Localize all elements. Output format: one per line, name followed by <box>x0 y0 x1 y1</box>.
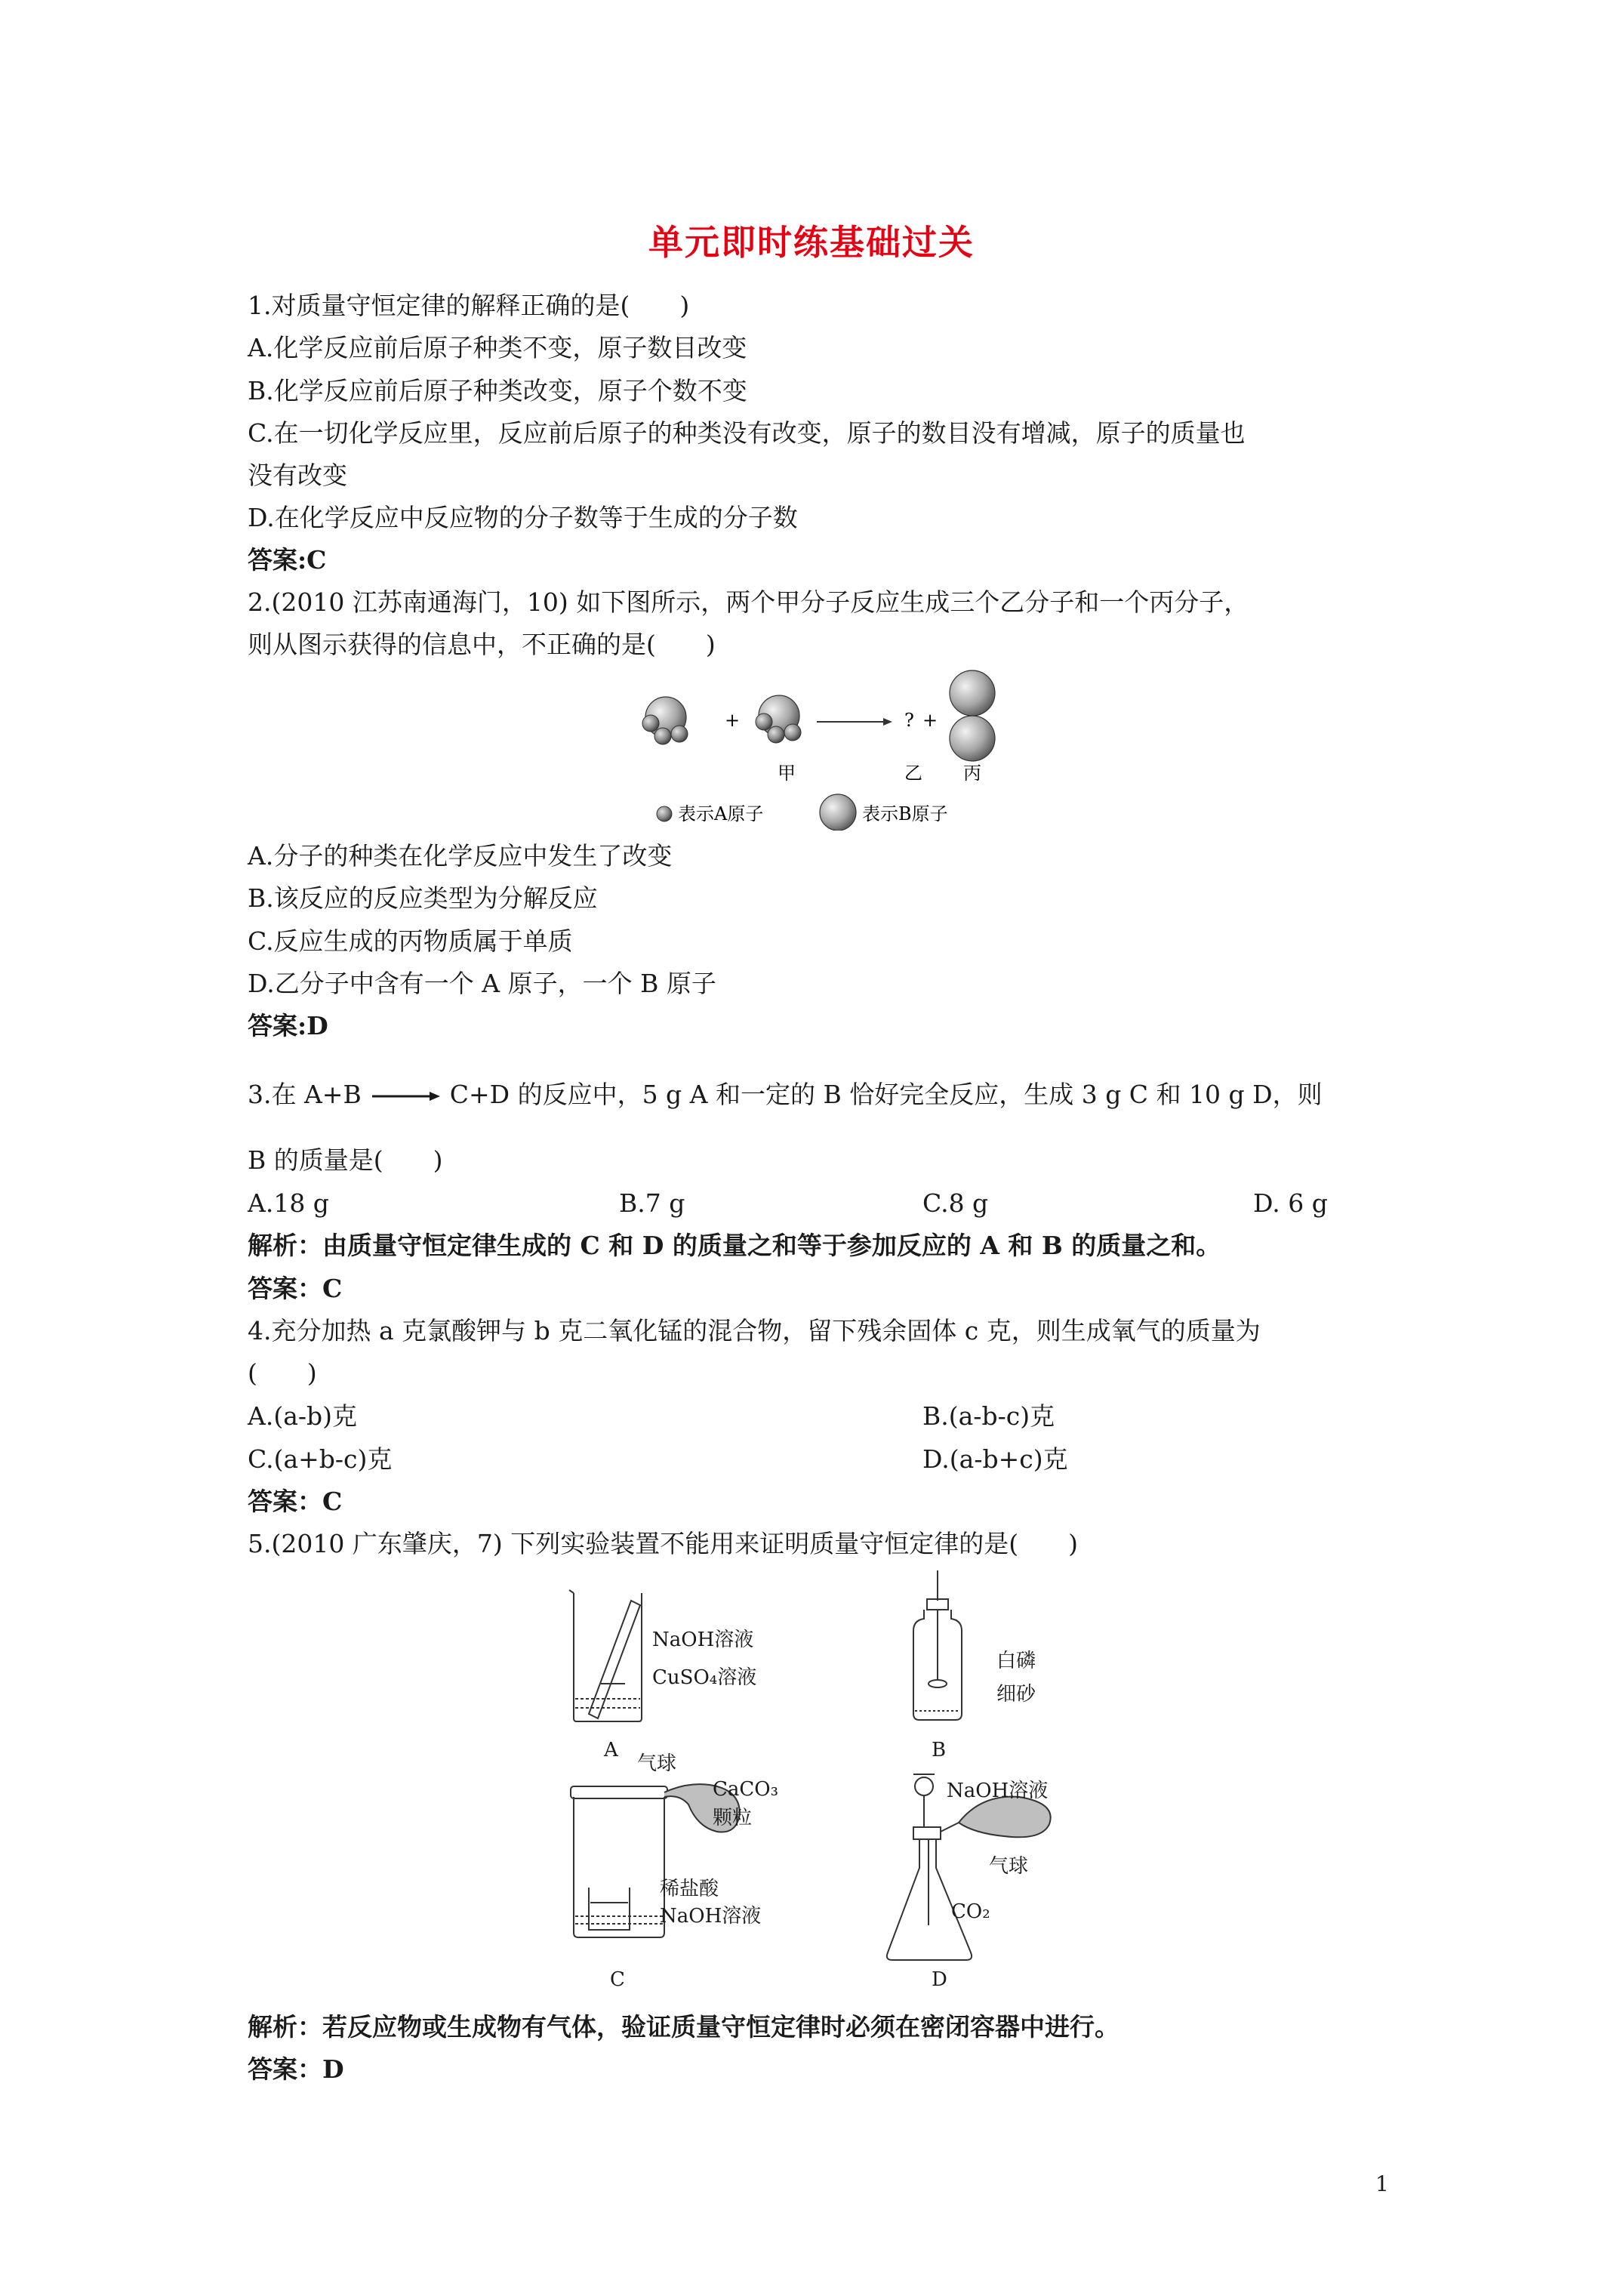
c-label-naoh: NaOH溶液 <box>660 1905 762 1928</box>
q3-stem-line2: B 的质量是( ) <box>248 1145 443 1175</box>
legend-a-atom-icon <box>657 806 672 821</box>
q1-stem: 1.对质量守恒定律的解释正确的是( ) <box>248 291 690 320</box>
q4-option-d: D.(a-b+c)克 <box>922 1444 1068 1474</box>
c-label-caco3: CaCO₃ <box>713 1778 779 1801</box>
apparatus-b <box>913 1570 962 1720</box>
c-caption: C <box>610 1968 625 1991</box>
q3-option-b: B.7 g <box>619 1188 685 1218</box>
reaction-arrow <box>817 718 892 726</box>
c-label-acid: 稀盐酸 <box>660 1878 719 1900</box>
q2-option-b: B.该反应的反应类型为分解反应 <box>248 883 598 913</box>
q2-molecule-diagram <box>619 664 1042 831</box>
page-number: 1 <box>1375 2171 1389 2196</box>
q4-option-c: C.(a+b-c)克 <box>248 1444 393 1474</box>
b-caption: B <box>932 1739 947 1761</box>
c-label-balloon: 气球 <box>637 1752 677 1775</box>
q1-option-c-line1: C.在一切化学反应里，反应前后原子的种类没有改变，原子的数目没有增减，原子的质量也 <box>248 418 1246 448</box>
legend-a-label: 表示A原子 <box>678 803 764 824</box>
q5-answer: 答案：D <box>248 2054 344 2084</box>
q4-answer: 答案：C <box>248 1487 343 1516</box>
q3-option-d: D. 6 g <box>1253 1188 1328 1218</box>
label-bing: 丙 <box>963 763 981 784</box>
q1-option-d: D.在化学反应中反应物的分子数等于生成的分子数 <box>248 503 798 532</box>
b-label-sand: 细砂 <box>996 1683 1036 1706</box>
q3-analysis: 解析：由质量守恒定律生成的 C 和 D 的质量之和等于参加反应的 A 和 B 的质量之和。 <box>248 1231 1221 1260</box>
q3-option-c: C.8 g <box>922 1188 989 1218</box>
q1-option-a: A.化学反应前后原子种类不变，原子数目改变 <box>248 333 747 362</box>
q3-stem-pre: 3.在 A+B <box>248 1080 362 1109</box>
plus-sign-2: + <box>922 710 938 731</box>
c-label-granules: 颗粒 <box>713 1807 753 1829</box>
bing-molecule <box>950 670 995 761</box>
legend-b-label: 表示B原子 <box>862 803 948 824</box>
legend-b-atom-icon <box>820 794 856 831</box>
q4-stem-line2: ( ) <box>248 1358 317 1388</box>
q1-option-b: B.化学反应前后原子种类改变，原子个数不变 <box>248 376 747 405</box>
q2-stem-line2: 则从图示获得的信息中，不正确的是( ) <box>248 630 716 659</box>
q4-option-a: A.(a-b)克 <box>248 1401 358 1431</box>
q3-stem-line1 <box>248 1080 1323 1110</box>
label-jia: 甲 <box>778 763 796 784</box>
q4-stem-line1: 4.充分加热 a 克氯酸钾与 b 克二氧化锰的混合物，留下残余固体 c 克，则生成氧气的质量为 <box>248 1316 1261 1345</box>
a-label-cuso4: CuSO₄溶液 <box>652 1666 757 1689</box>
q3-option-a: A.18 g <box>248 1188 329 1218</box>
d-label-co2: CO₂ <box>951 1900 990 1923</box>
a-label-naoh: NaOH溶液 <box>652 1629 754 1651</box>
d-label-naoh: NaOH溶液 <box>947 1780 1049 1802</box>
q5-analysis: 解析：若反应物或生成物有气体，验证质量守恒定律时必须在密闭容器中进行。 <box>248 2012 1119 2042</box>
q4-option-b: B.(a-b-c)克 <box>922 1401 1055 1431</box>
label-yi: 乙 <box>904 763 922 784</box>
q3-stem-post: C+D 的反应中，5 g A 和一定的 B 恰好完全反应，生成 3 g C 和 10 g D，则 <box>449 1080 1323 1109</box>
q2-stem-line1: 2.(2010 江苏南通海门，10) 如下图所示，两个甲分子反应生成三个乙分子和一个丙分子， <box>248 587 1249 617</box>
d-caption: D <box>932 1968 947 1991</box>
q2-answer: 答案:D <box>248 1011 328 1040</box>
jia-molecule-1 <box>642 697 688 744</box>
plus-sign-1: + <box>725 710 741 731</box>
q1-option-c-line2: 没有改变 <box>248 461 347 490</box>
q5-apparatus-diagram <box>559 1570 1102 1993</box>
page-title: 单元即时练基础过关 <box>648 222 975 263</box>
q2-option-c: C.反应生成的丙物质属于单质 <box>248 926 573 956</box>
b-label-phosphorus: 白磷 <box>996 1650 1036 1672</box>
reaction-arrow-icon <box>369 1089 442 1104</box>
a-caption: A <box>604 1739 618 1761</box>
d-label-balloon: 气球 <box>989 1855 1029 1878</box>
apparatus-a <box>569 1590 642 1721</box>
jia-molecule-2 <box>756 695 801 743</box>
q1-answer: 答案:C <box>248 545 327 575</box>
unknown-product: ? <box>904 710 914 731</box>
q2-option-a: A.分子的种类在化学反应中发生了改变 <box>248 841 673 871</box>
q2-option-d: D.乙分子中含有一个 A 原子，一个 B 原子 <box>248 969 716 998</box>
q5-stem: 5.(2010 广东肇庆，7) 下列实验装置不能用来证明质量守恒定律的是( ) <box>248 1529 1078 1558</box>
q3-answer: 答案：C <box>248 1274 343 1303</box>
